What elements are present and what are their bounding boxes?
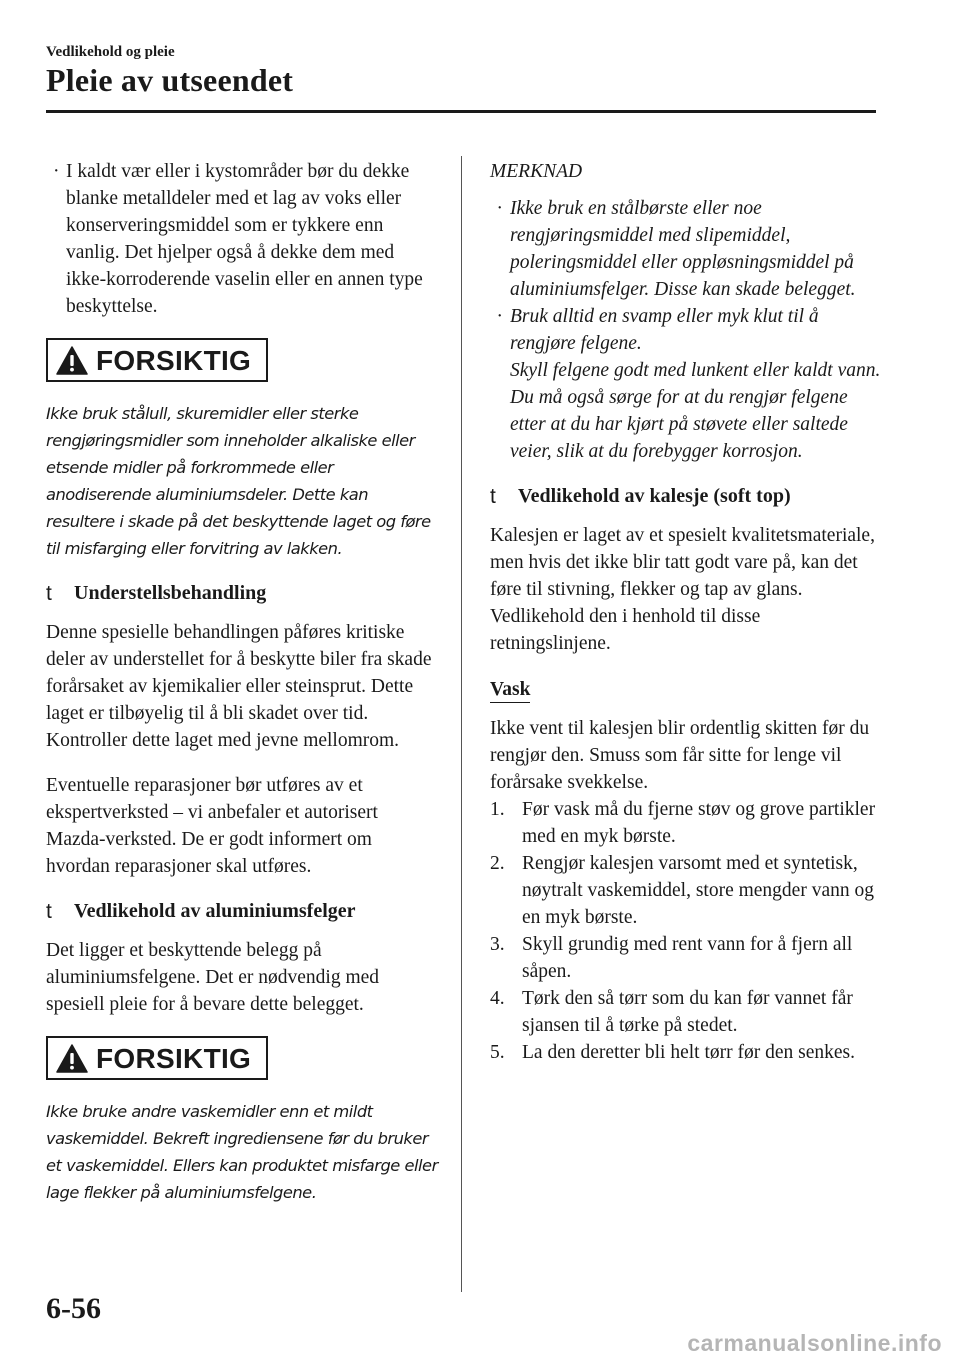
list-item bbox=[490, 931, 882, 985]
note-bullet bbox=[490, 195, 882, 303]
header-divider bbox=[46, 110, 876, 113]
step-number: 4. bbox=[490, 988, 505, 1009]
section-heading bbox=[46, 898, 438, 925]
step-text: Før vask må du fjerne støv og grove partikler med en myk børste. bbox=[522, 799, 876, 847]
step-text: Skyll grundig med rent vann for å fjern all såpen. bbox=[522, 934, 853, 982]
bullet-dot-icon: · bbox=[497, 306, 502, 327]
watermark: carmanualsonline.info bbox=[687, 1330, 942, 1356]
warning-triangle-icon bbox=[56, 346, 88, 375]
caution-box bbox=[46, 1036, 268, 1080]
bullet-dot-icon: · bbox=[497, 198, 502, 219]
section-heading bbox=[46, 580, 438, 607]
paragraph: Det ligger et beskyttende belegg på aluminiumsfelgene. Det er nødvendig med spesiell pleie for å bevare dette belegget. bbox=[46, 940, 380, 1015]
note-continuation bbox=[490, 357, 882, 465]
subsection-title: Vask bbox=[490, 677, 530, 703]
steps-list bbox=[490, 796, 882, 1066]
list-item bbox=[490, 850, 882, 931]
section-marker-icon: t bbox=[46, 582, 52, 605]
section-label: Vedlikehold og pleie bbox=[46, 44, 175, 60]
caution-text: Ikke bruk stålull, skuremidler eller sterke rengjøringsmidler som inneholder alkaliske eller etsende midler på forkrommede eller anodiserende aluminiumsdeler. Dette kan resultere i skade på det beskyttende laget og føre til misfarging eller forvitring av lakken. bbox=[46, 404, 431, 558]
bullet-dot-icon: · bbox=[53, 161, 60, 182]
section-title: Vedlikehold av aluminiumsfelger bbox=[74, 900, 356, 922]
column-divider bbox=[461, 156, 462, 1292]
paragraph: Denne spesielle behandlingen påføres kritiske deler av understellet for å beskytte biler fra skade forårsaket av kjemikalier eller steinsprut. Dette laget er tilbøyelig til å bli skadet over tid. Kontroller dette laget med jevne mellomrom. bbox=[46, 622, 432, 751]
left-column bbox=[46, 158, 438, 1224]
note-text: Bruk alltid en svamp eller myk klut til å rengjøre felgene. bbox=[510, 306, 819, 354]
section-title: Vedlikehold av kalesje (soft top) bbox=[518, 485, 791, 507]
caution-label: FORSIKTIG bbox=[96, 1042, 252, 1074]
note-bullet bbox=[490, 303, 882, 357]
step-number: 3. bbox=[490, 934, 505, 955]
note-title: MERKNAD bbox=[490, 161, 583, 182]
section-heading bbox=[490, 483, 882, 510]
paragraph: Kalesjen er laget av et spesielt kvalitetsmateriale, men hvis det ikke blir tatt godt vare på, kan det føre til stivning, flekker og tap av glans. Vedlikehold den i henhold til disse retningslinjene. bbox=[490, 525, 875, 654]
caution-box bbox=[46, 338, 268, 382]
paragraph: Ikke vent til kalesjen blir ordentlig skitten før du rengjør den. Smuss som får sitte for lenge vil forårsake svekkelse. bbox=[490, 718, 870, 793]
step-text: La den deretter bli helt tørr før den senkes. bbox=[522, 1042, 855, 1063]
step-text: Tørk den så tørr som du kan før vannet får sjansen til å tørke på stedet. bbox=[522, 988, 853, 1036]
paragraph: Eventuelle reparasjoner bør utføres av et ekspertverksted – vi anbefaler et autorisert Mazda-verksted. De er godt informert om hvordan reparasjoner skal utføres. bbox=[46, 775, 378, 877]
section-marker-icon: t bbox=[46, 900, 52, 923]
note-text: Skyll felgene godt med lunkent eller kaldt vann. Du må også sørge for at du rengjør felgene etter at du har kjørt på støvete eller saltede veier, slik at du forebygger korrosjon. bbox=[510, 360, 881, 462]
bullet-item bbox=[46, 158, 438, 320]
list-item bbox=[490, 796, 882, 850]
step-number: 5. bbox=[490, 1042, 505, 1063]
step-number: 1. bbox=[490, 799, 505, 820]
page-number: 6-56 bbox=[46, 1292, 101, 1325]
list-item bbox=[490, 985, 882, 1039]
step-text: Rengjør kalesjen varsomt med et syntetisk, nøytralt vaskemiddel, store mengder vann og en myk børste. bbox=[522, 853, 874, 928]
list-item bbox=[490, 1039, 882, 1066]
step-number: 2. bbox=[490, 853, 505, 874]
caution-label: FORSIKTIG bbox=[96, 344, 252, 376]
warning-triangle-icon bbox=[56, 1044, 88, 1073]
caution-text: Ikke bruke andre vaskemidler enn et mildt vaskemiddel. Bekreft ingrediensene før du bruker et vaskemiddel. Ellers kan produktet misfarge eller lage flekker på aluminiumsfelgene. bbox=[46, 1102, 438, 1202]
page-title: Pleie av utseendet bbox=[46, 62, 294, 98]
right-column bbox=[490, 158, 882, 1066]
section-marker-icon: t bbox=[490, 485, 496, 508]
section-title: Understellsbehandling bbox=[74, 582, 267, 604]
note-text: Ikke bruk en stålbørste eller noe rengjøringsmiddel med slipemiddel, poleringsmiddel eller oppløsningsmiddel på aluminiumsfelger. Disse kan skade belegget. bbox=[510, 198, 856, 300]
bullet-text: I kaldt vær eller i kystområder bør du dekke blanke metalldeler med et lag av voks eller konserveringsmiddel som er tykkere enn vanlig. Det hjelper også å dekke dem med ikke-korroderende vaselin eller en annen type beskyttelse. bbox=[66, 161, 423, 317]
